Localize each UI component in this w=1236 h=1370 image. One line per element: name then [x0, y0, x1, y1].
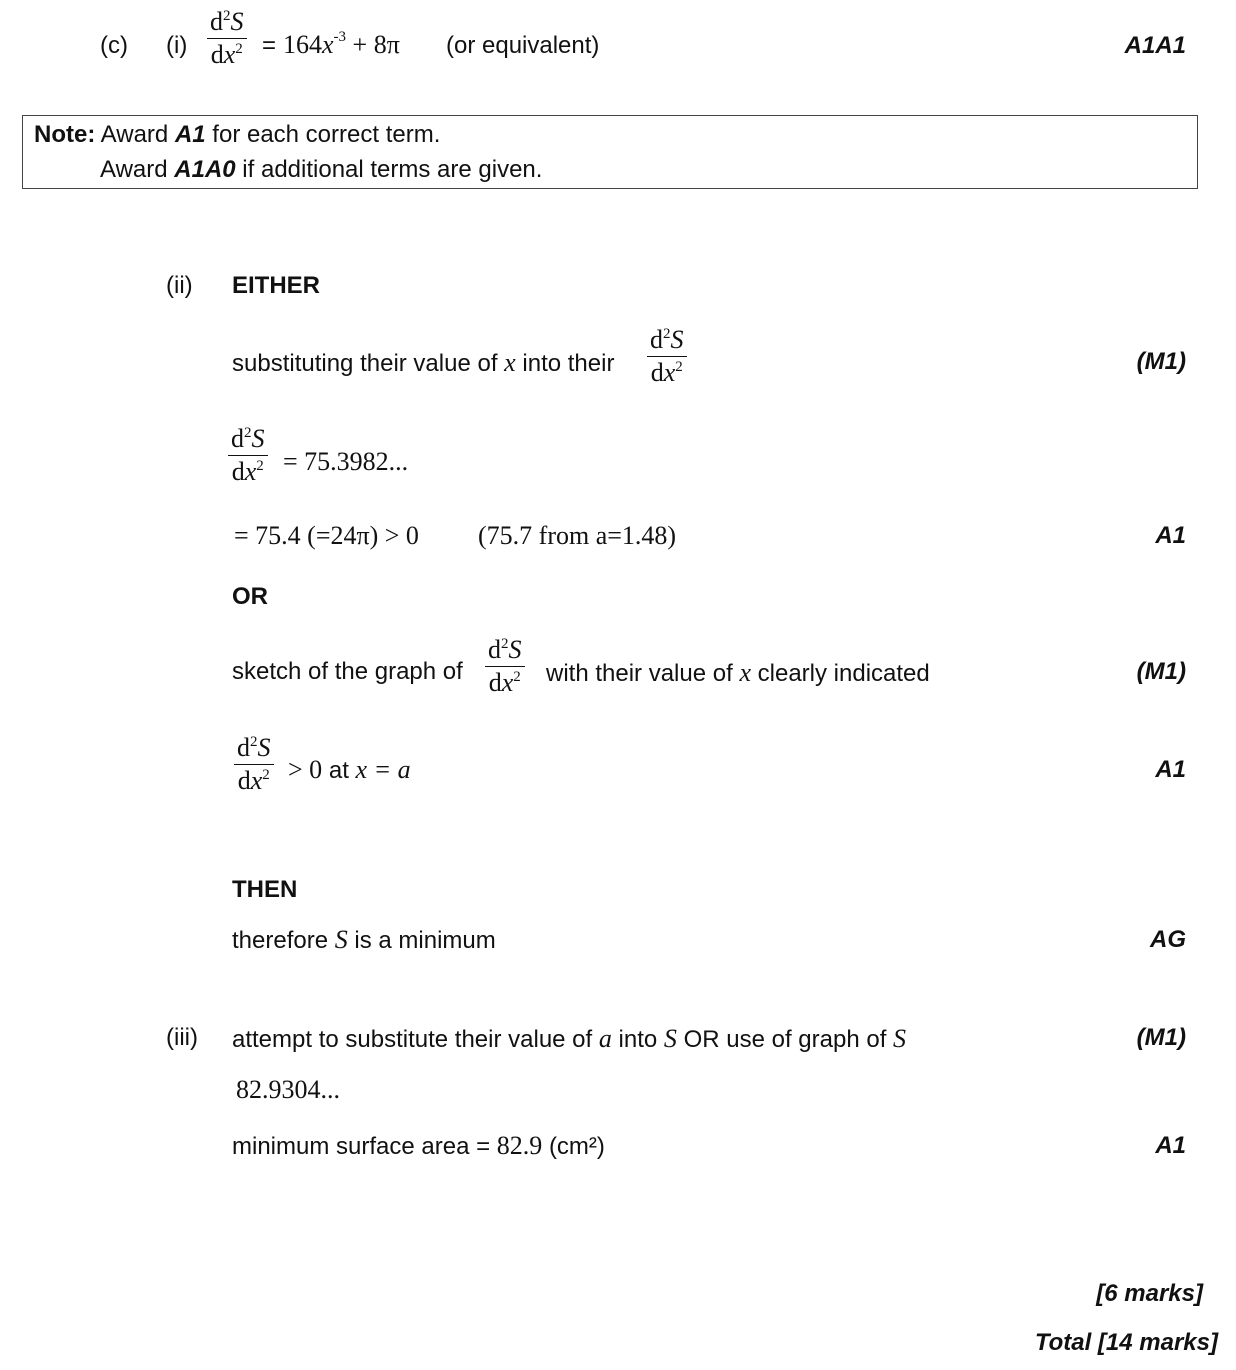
variable-x: x	[322, 30, 334, 59]
sketch-line-start: sketch of the graph of	[232, 658, 463, 685]
note-line-1: Note: Award A1 for each correct term.	[34, 121, 441, 148]
then-heading: THEN	[232, 876, 298, 903]
substituting-line: substituting their value of x into their	[232, 348, 615, 377]
either-heading: EITHER	[232, 272, 321, 299]
exponent: -3	[333, 29, 347, 45]
mark-a1: A1	[1155, 522, 1186, 549]
part-i-label: (i)	[166, 32, 188, 59]
or-heading: OR	[232, 583, 268, 610]
d2s-dx2-fraction: $\frac{d^2S}{dx^2}$	[234, 734, 274, 795]
second-derivative-expression	[283, 30, 400, 60]
equivalent-note: (or equivalent)	[446, 32, 600, 59]
note-mark-a1a0: A1A0	[174, 156, 236, 183]
mark-a1a1: A1A1	[1124, 32, 1186, 59]
constant-term: + 8π	[352, 30, 400, 59]
sketch-line-end: with their value of x clearly indicated	[546, 658, 930, 687]
second-derivative-value: = 75.3982...	[283, 447, 409, 476]
equals-sign: =	[262, 32, 277, 59]
mark-m1: (M1)	[1136, 348, 1186, 375]
part-c-label: (c)	[100, 32, 128, 59]
fraction-denominator: $dx^2$	[210, 40, 243, 69]
part-ii-label: (ii)	[166, 272, 193, 299]
grand-total: Total [14 marks]	[1034, 1329, 1218, 1356]
d2s-dx2-fraction	[207, 8, 247, 69]
mark-a1: A1	[1155, 756, 1186, 783]
mark-m1: (M1)	[1136, 1024, 1186, 1051]
rounded-value: = 75.4 (=24π) > 0	[234, 521, 419, 550]
minimum-surface-area-line: minimum surface area = 82.9 (cm²)	[232, 1131, 605, 1160]
note-prefix: Note:	[34, 121, 96, 148]
attempt-line: attempt to substitute their value of a into S OR use of graph of S	[232, 1024, 907, 1053]
positive-condition: > 0 at x = a	[288, 755, 411, 784]
mark-a1: A1	[1155, 1132, 1186, 1159]
note-mark-a1: A1	[174, 121, 206, 148]
marks-total: [6 marks]	[1096, 1280, 1203, 1307]
mark-ag: AG	[1150, 926, 1186, 953]
alternative-value: (75.7 from a=1.48)	[478, 521, 677, 550]
d2s-dx2-fraction: $\frac{d^2S}{dx^2}$	[485, 636, 525, 697]
fraction-numerator: $d^2S$	[207, 8, 247, 39]
part-iii-label: (iii)	[166, 1024, 198, 1051]
d2s-dx2-fraction: $\frac{d^2S}{dx^2}$	[647, 326, 687, 387]
mark-m1: (M1)	[1136, 658, 1186, 685]
coefficient: 164	[283, 30, 322, 59]
conclusion-line: therefore S is a minimum	[232, 925, 496, 954]
surface-area-value: 82.9304...	[236, 1075, 340, 1104]
d2s-dx2-fraction: $\frac{d^2S}{dx^2}$	[228, 425, 268, 486]
note-line-2: Award A1A0 if additional terms are given.	[100, 156, 543, 183]
